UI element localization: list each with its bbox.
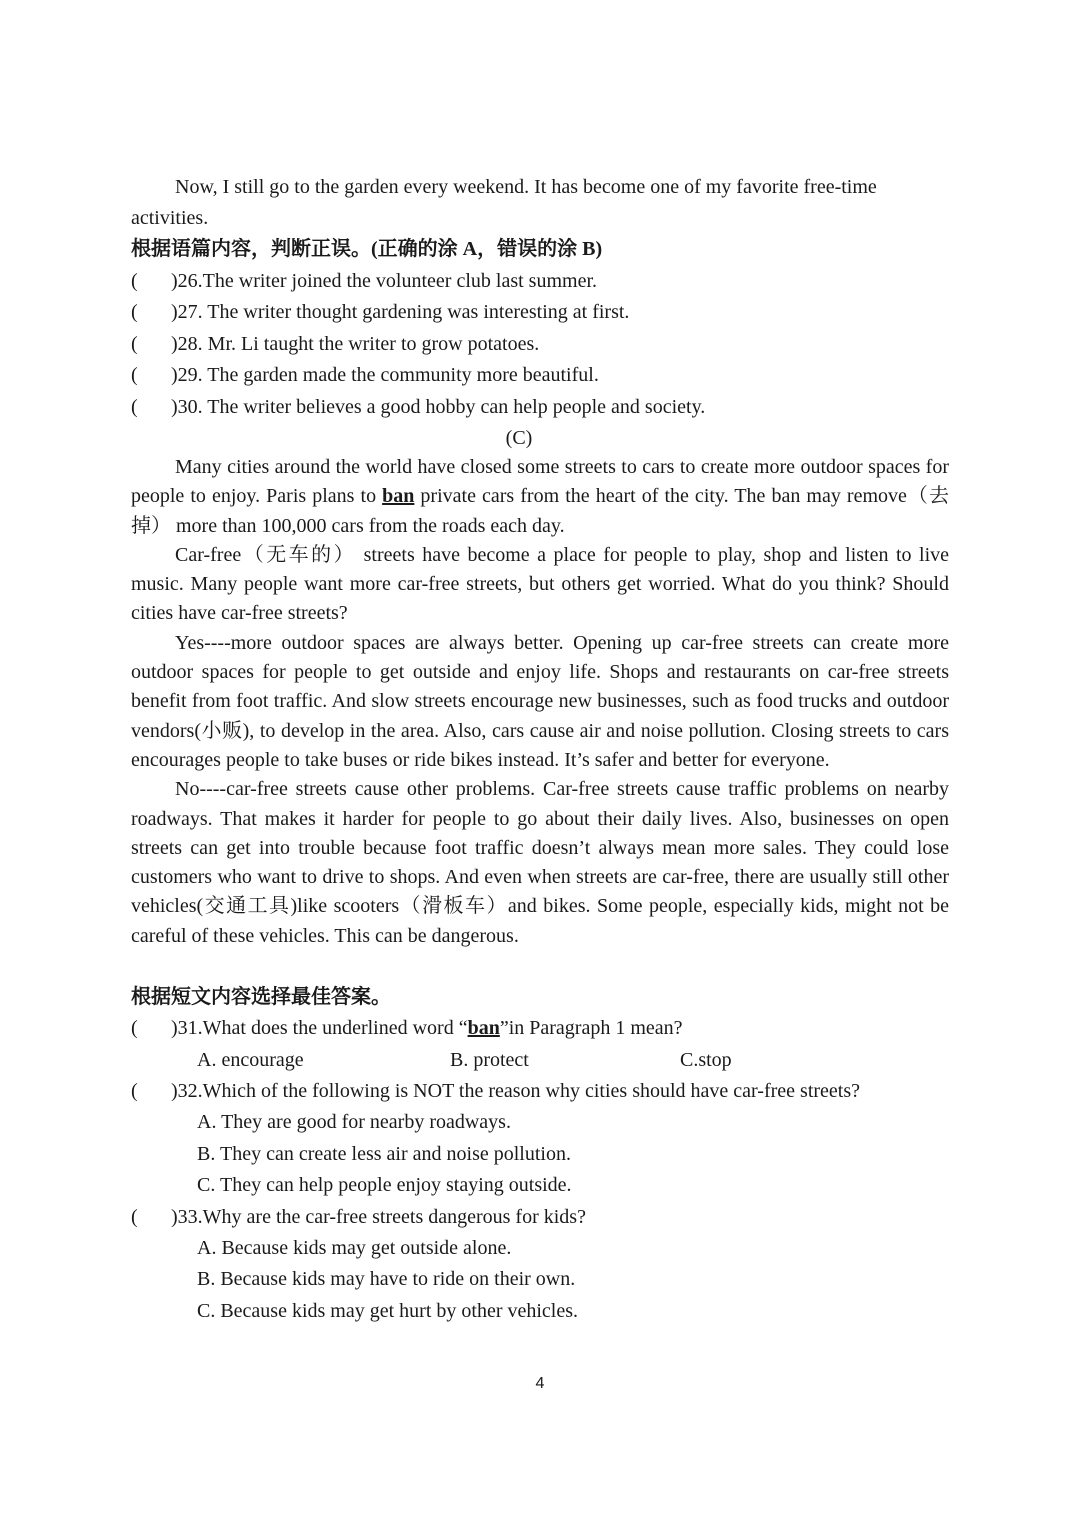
answer-blank[interactable]: (	[131, 270, 138, 292]
question-text-b: ”in Paragraph 1 mean?	[499, 1017, 683, 1039]
q31-option-c: C.stop	[680, 1049, 732, 1071]
answer-blank[interactable]: (	[131, 301, 138, 323]
keyword-ban: ban	[382, 485, 415, 508]
q33-option-c: C. Because kids may get hurt by other vehicles.	[197, 1300, 579, 1322]
section-c-passage	[131, 453, 949, 951]
answer-blank[interactable]: (	[131, 1206, 138, 1228]
q31-option-b: B. protect	[450, 1049, 529, 1071]
passage-b-line-1: Now, I still go to the garden every weekend. It has become one of my favorite free-time	[175, 176, 877, 198]
q31-option-a: A. encourage	[197, 1049, 304, 1071]
question-text: )29. The garden made the community more beautiful.	[171, 364, 599, 386]
question-29	[131, 362, 599, 388]
paragraph-1	[131, 453, 949, 541]
question-32	[131, 1078, 860, 1104]
question-text-a: )31.What does the underlined word “	[171, 1017, 468, 1039]
answer-blank[interactable]: (	[131, 333, 138, 355]
section-c-heading: (C)	[505, 427, 533, 449]
q33-option-b: B. Because kids may have to ride on their own.	[197, 1268, 576, 1290]
passage-b-line-2: activities.	[131, 207, 209, 229]
question-text: )26.The writer joined the volunteer club last summer.	[171, 270, 597, 292]
q32-option-c: C. They can help people enjoy staying outside.	[197, 1174, 572, 1196]
section-c-instruction: 根据短文内容选择最佳答案。	[131, 986, 391, 1008]
page-number: 4	[535, 1375, 545, 1392]
answer-blank[interactable]: (	[131, 1017, 138, 1039]
section-b-instruction: 根据语篇内容，判断正误。(正确的涂 A，错误的涂 B)	[131, 238, 603, 260]
paragraph-1-text-b: private cars from the heart of the city. The ban may remove（去掉） more than 100,000 cars from the roads each day.	[131, 485, 949, 537]
paragraph-4: No----car-free streets cause other problems. Car-free streets cause traffic problems on nearby roadways. That makes it harder for people to go about their daily lives. Also, businesses on open streets can get into trouble because foot traffic doesn’t always mean more sales. They could lose customers who want to drive to shops. And even when streets are car-free, there are usually still other vehicles(交通工具)like scooters（滑板车）and bikes. Some people, especially kids, might not be careful of these vehicles. This can be dangerous.	[131, 778, 949, 947]
keyword-ban: ban	[467, 1017, 500, 1039]
question-30	[131, 394, 705, 420]
question-33	[131, 1204, 586, 1230]
question-text: )33.Why are the car-free streets dangerous for kids?	[171, 1206, 586, 1228]
question-31	[131, 1015, 683, 1041]
q33-option-a: A. Because kids may get outside alone.	[197, 1237, 512, 1259]
answer-blank[interactable]: (	[131, 1080, 138, 1102]
question-26	[131, 268, 597, 294]
paragraph-2: Car-free（无车的） streets have become a place for people to play, shop and listen to live music. Many people want more car-free streets, but others get worried. What do you think? Should cities have car-free streets?	[131, 543, 949, 625]
paragraph-1-text-a: Many cities around the world have closed some streets to cars to create more outdoor spaces for people to enjoy. Paris plans to	[131, 456, 949, 508]
paragraph-3: Yes----more outdoor spaces are always better. Opening up car-free streets can create more outdoor spaces for people to get outside and enjoy life. Shops and restaurants on car-free streets benefit from foot traffic. And slow streets encourage new businesses, such as food trucks and outdoor vendors(小贩), to develop in the area. Also, cars cause air and noise pollution. Closing streets to cars encourages people to take buses or ride bikes instead. It’s safer and better for everyone.	[131, 631, 949, 771]
answer-blank[interactable]: (	[131, 364, 138, 386]
question-text: )27. The writer thought gardening was interesting at first.	[171, 301, 630, 323]
question-text: )28. Mr. Li taught the writer to grow potatoes.	[171, 333, 540, 355]
question-text: )32.Which of the following is NOT the reason why cities should have car-free streets?	[171, 1080, 861, 1102]
question-28	[131, 331, 539, 357]
question-27	[131, 299, 629, 325]
q32-option-b: B. They can create less air and noise pollution.	[197, 1143, 571, 1165]
q32-option-a: A. They are good for nearby roadways.	[197, 1111, 511, 1133]
answer-blank[interactable]: (	[131, 396, 138, 418]
question-text: )30. The writer believes a good hobby can help people and society.	[171, 396, 706, 418]
